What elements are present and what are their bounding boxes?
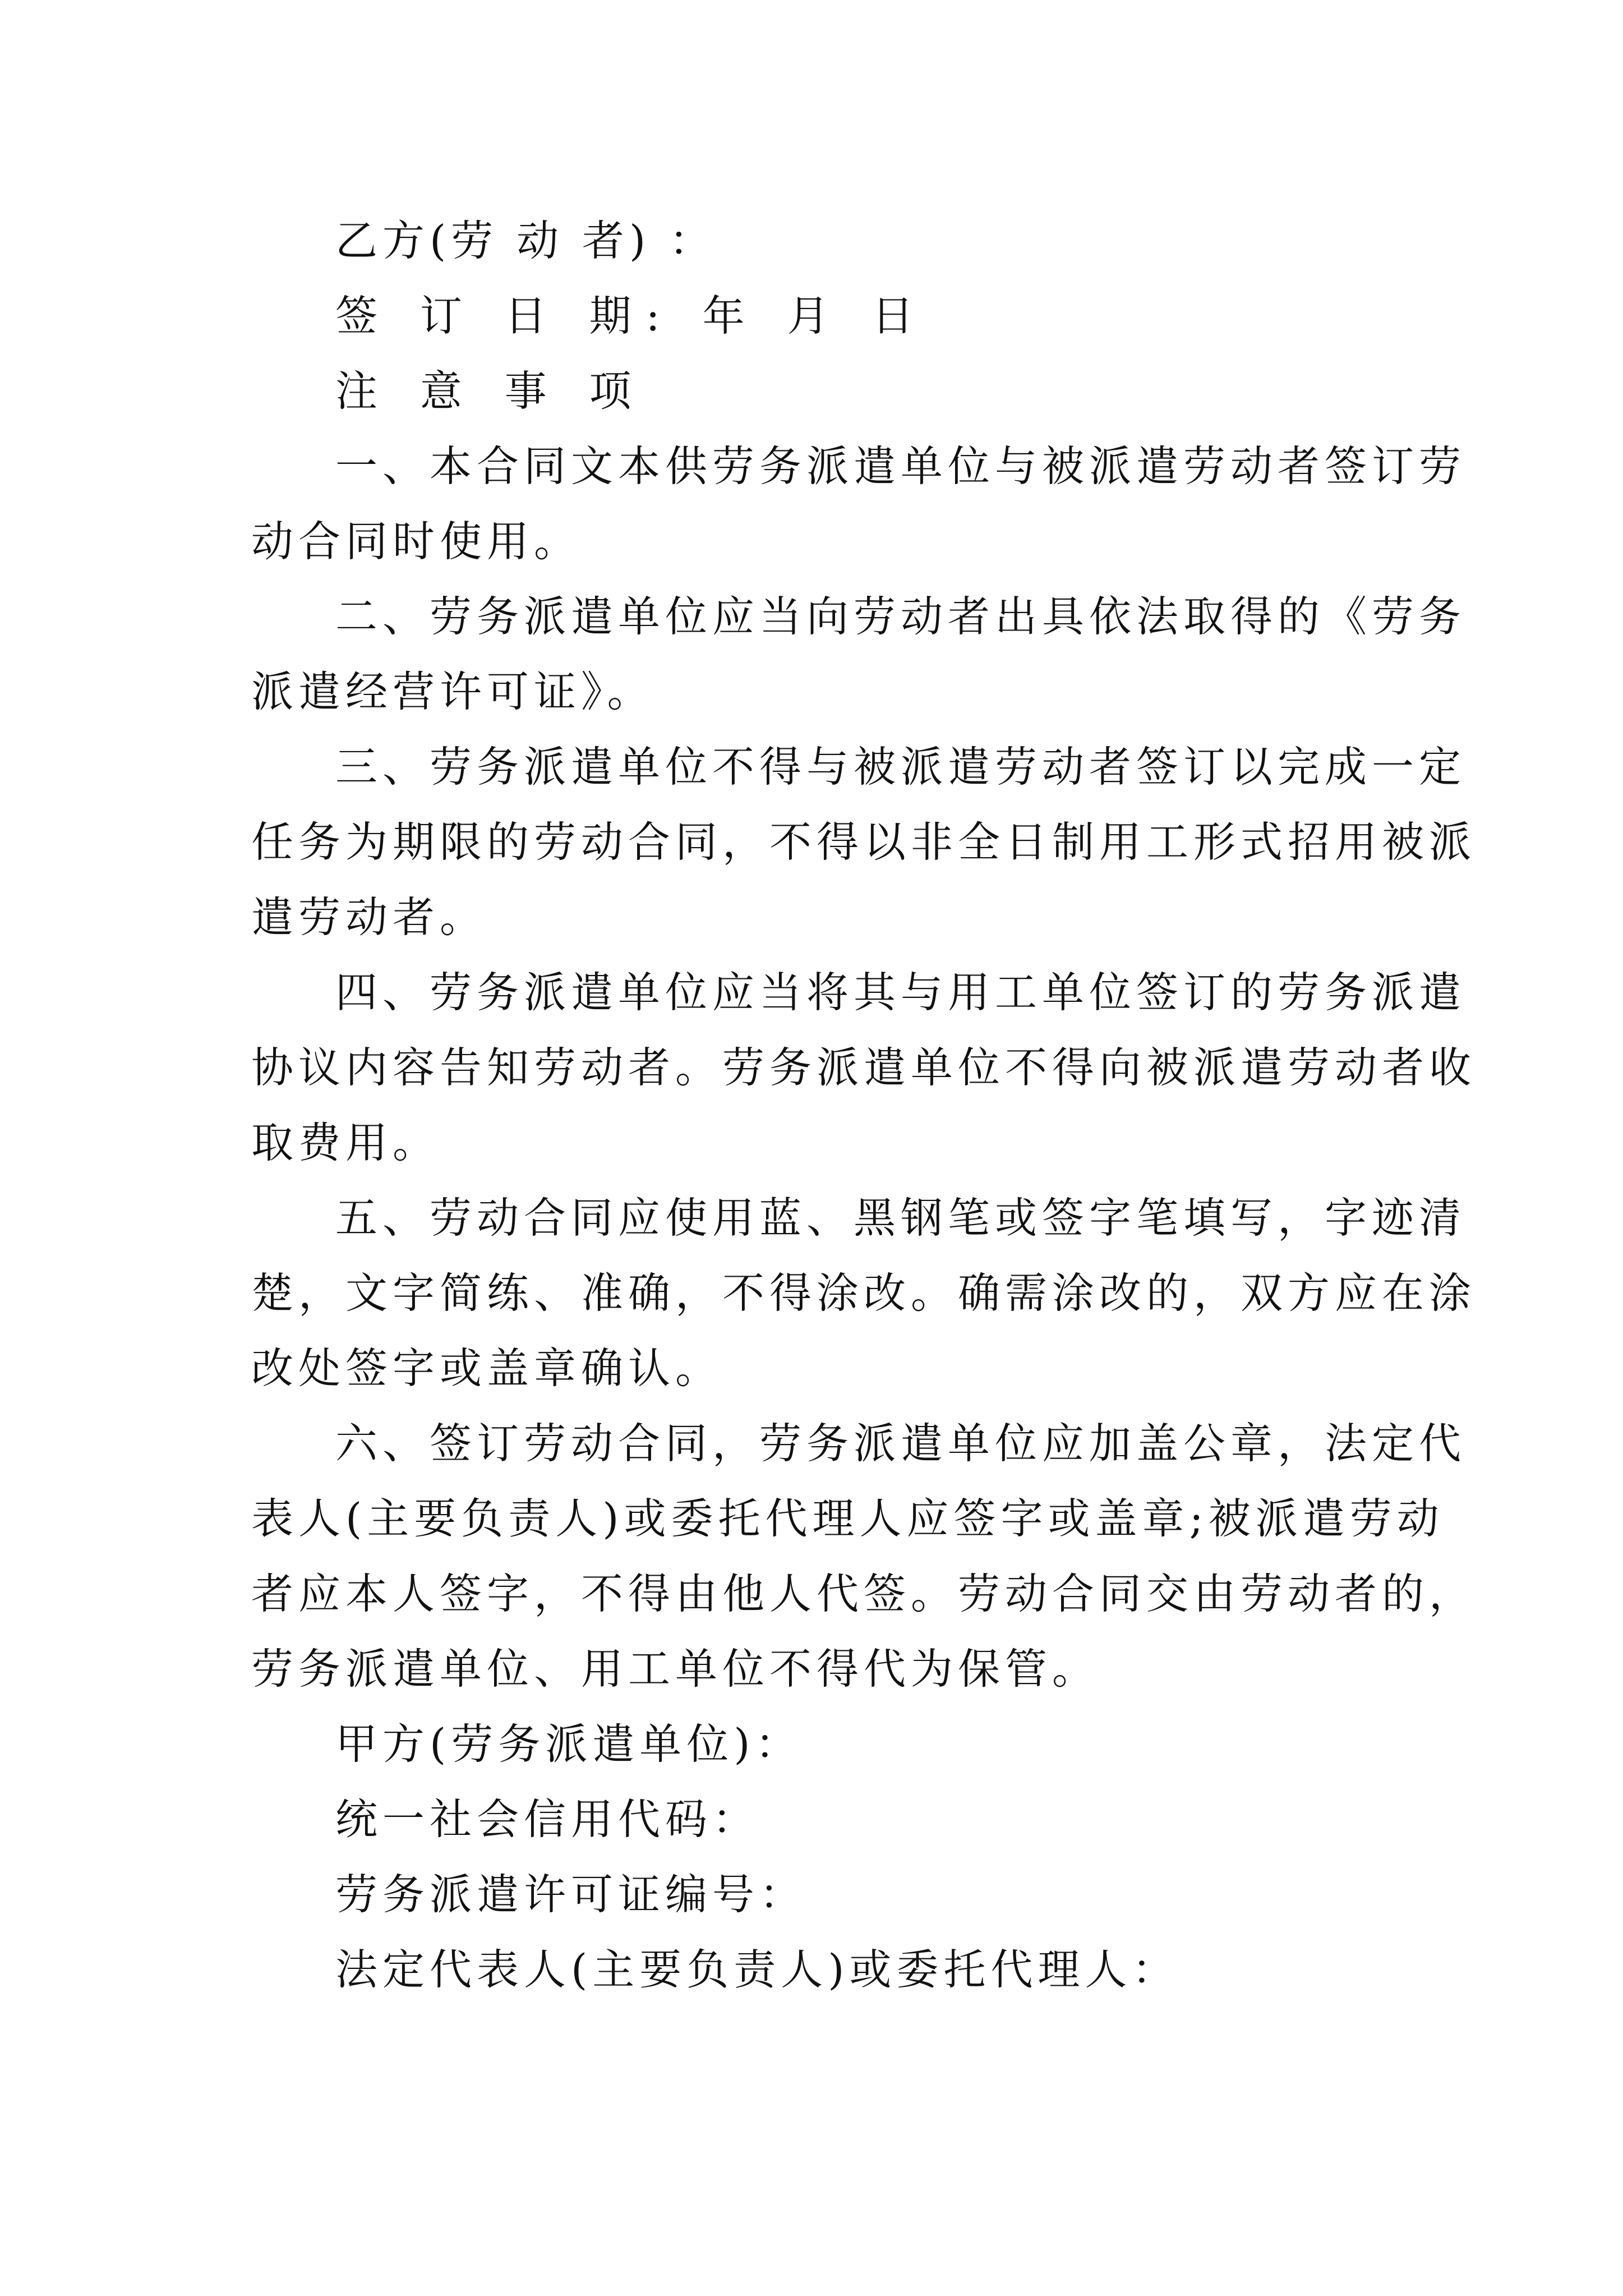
notice-item-line: 五、劳动合同应使用蓝、黑钢笔或签字笔填写，字迹清 xyxy=(335,1193,1467,1243)
credit-code-line: 统一社会信用代码： xyxy=(335,1795,760,1844)
notice-item-4 xyxy=(251,955,1477,1180)
notice-item-line: 动合同时使用。 xyxy=(251,517,582,566)
notice-item-line: 任务为期限的劳动合同，不得以非全日制用工形式招用被派 xyxy=(251,817,1477,867)
signing-date-line: 签 订 日 期: 年 月 日 xyxy=(335,291,929,341)
notice-item-2 xyxy=(251,579,1467,729)
notice-item-line: 楚，文字简练、准确，不得涂改。确需涂改的，双方应在涂 xyxy=(251,1268,1477,1318)
notice-item-line: 协议内容告知劳动者。劳务派遣单位不得向被派遣劳动者收 xyxy=(251,1043,1477,1092)
notice-item-line: 表人(主要负责人)或委托代理人应签字或盖章;被派遣劳动 xyxy=(251,1494,1444,1543)
notice-item-line: 二、劳务派遣单位应当向劳动者出具依法取得的《劳务 xyxy=(335,592,1467,641)
notice-item-line: 派遣经营许可证》。 xyxy=(251,667,654,716)
notice-item-line: 一、本合同文本供劳务派遣单位与被派遣劳动者签订劳 xyxy=(335,441,1467,491)
notice-item-line: 四、劳务派遣单位应当将其与用工单位签订的劳务派遣 xyxy=(335,968,1467,1017)
notice-item-line: 六、签订劳动合同，劳务派遣单位应加盖公章，法定代 xyxy=(335,1419,1467,1468)
notice-item-line: 三、劳务派遣单位不得与被派遣劳动者签订以完成一定 xyxy=(335,742,1467,792)
legal-rep-line: 法定代表人(主要负责人)或委托代理人： xyxy=(335,1945,1179,1994)
notice-item-1 xyxy=(251,429,1467,579)
notice-item-line: 劳务派遣单位、用工单位不得代为保管。 xyxy=(251,1644,1100,1694)
license-number-line: 劳务派遣许可证编号： xyxy=(335,1870,807,1919)
party-a-line: 甲方(劳务派遣单位)： xyxy=(335,1719,803,1769)
notice-item-line: 遣劳动者。 xyxy=(251,892,487,942)
notice-item-6 xyxy=(251,1406,1477,1706)
party-b-line: 乙方(劳 动 者) ： xyxy=(335,216,717,265)
notice-item-line: 者应本人签字，不得由他人代签。劳动合同交由劳动者的， xyxy=(251,1569,1477,1618)
notice-item-line: 取费用。 xyxy=(251,1118,440,1167)
notice-item-line: 改处签字或盖章确认。 xyxy=(251,1343,723,1393)
notice-item-5 xyxy=(251,1180,1477,1406)
notice-title: 注 意 事 项 xyxy=(335,366,646,416)
document-body xyxy=(251,203,1477,2007)
notice-item-3 xyxy=(251,729,1477,955)
